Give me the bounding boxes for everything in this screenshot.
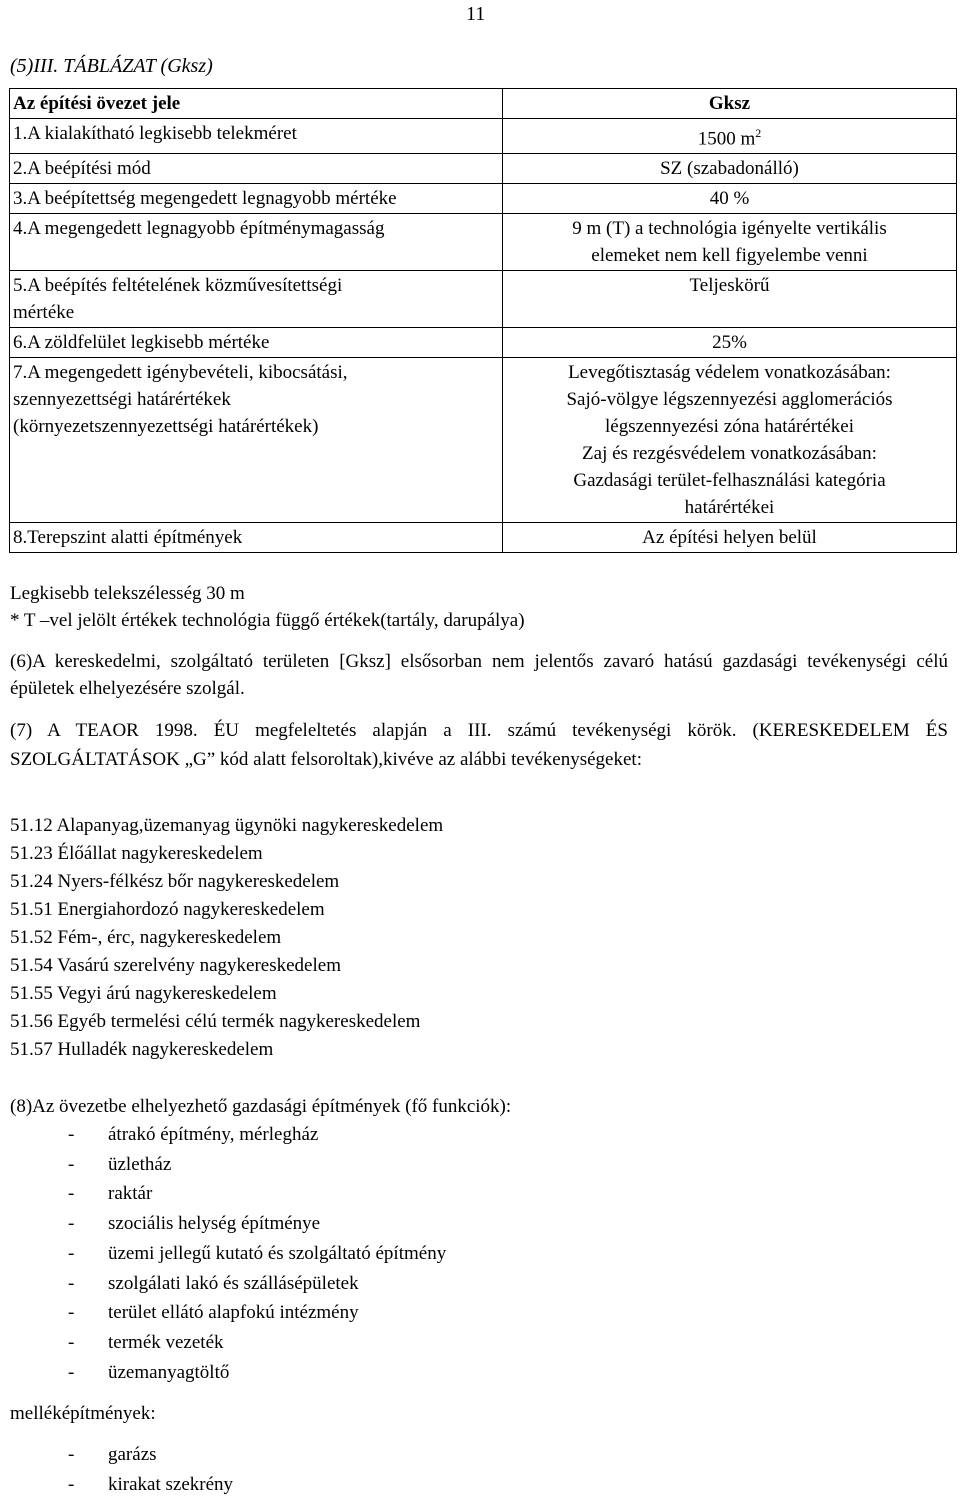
label-line: 5.A beépítés feltételének közművesítettségi [13,275,343,297]
list-item-text: terület ellátó alapfokú intézmény [108,1302,359,1324]
main-functions-list [68,1120,446,1387]
list-item [68,1209,446,1239]
table-row [10,184,957,214]
label-line: (környezetszennyezettségi határértékek) [13,416,319,438]
list-item-text: szolgálati lakó és szállásépületek [108,1272,359,1294]
table-row [10,358,957,523]
value-line: 9 m (T) a technológia igényelte vertikális [572,218,887,240]
list-item [68,1179,446,1209]
dash: - [68,1153,75,1175]
list-item: 51.51 Energiahordozó nagykereskedelem [10,899,325,920]
ancillary-title: melléképítmények: [10,1403,156,1424]
value-line: légszennyezési zóna határértékei [605,416,854,438]
row-label: 3.A beépítettség megengedett legnagyobb mértéke [10,184,503,214]
paragraph-6: (6)A kereskedelmi, szolgáltató területen [Gksz] elsősorban nem jelentős zavaró hatású gazdasági tevékenységi célú épületek elhelyezésére szolgál. [10,651,948,699]
label-line: mértéke [13,302,75,324]
list-item-text: garázs [108,1444,157,1465]
row-value: 25% [503,328,957,358]
list-item [68,1328,446,1358]
header-label: Az építési övezet jele [10,89,503,119]
list-item: 51.55 Vegyi árú nagykereskedelem [10,983,277,1004]
row-label: 2.A beépítési mód [10,154,503,184]
list-item [68,1120,446,1150]
row-value: 40 % [503,184,957,214]
page-number: 11 [466,3,486,25]
table-row [10,154,957,184]
table-row [10,271,957,328]
row-label: 1.A kialakítható legkisebb telekméret [10,119,503,154]
dash: - [68,1331,75,1353]
header-value: Gksz [503,89,957,119]
row-label [10,358,503,523]
list-item-text: termék vezeték [108,1331,224,1353]
list-item: 51.56 Egyéb termelési célú termék nagykereskedelem [10,1011,421,1032]
list-item: 51.54 Vasárú szerelvény nagykereskedelem [10,955,341,976]
list-item [68,1150,446,1180]
list-item [68,1239,446,1269]
zoning-table [9,88,957,553]
list-item [68,1470,233,1500]
table-row [10,523,957,553]
note-technology: * T –vel jelölt értékek technológia függő értékek(tartály, darupálya) [10,610,525,631]
value-line: Levegőtisztaság védelem vonatkozásában: [568,362,891,384]
value-text: 1500 m [697,128,756,150]
row-value [503,214,957,271]
row-value: Teljeskörű [503,271,957,328]
value-line: Gazdasági terület-felhasználási kategória [573,470,886,492]
table-row [10,214,957,271]
row-value: SZ (szabadonálló) [503,154,957,184]
ancillary-list [68,1440,233,1499]
excluded-activities-list [10,812,443,1064]
dash: - [68,1213,75,1235]
table-header-row [10,89,957,119]
list-item [68,1358,446,1388]
label-line: 7.A megengedett igénybevételi, kibocsátási, [13,362,348,384]
list-item-text: üzemanyagtöltő [108,1361,230,1383]
row-label: 8.Terepszint alatti építmények [10,523,503,553]
paragraph-8: (8)Az övezetbe elhelyezhető gazdasági építmények (fő funkciók): [10,1096,512,1117]
label-line: szennyezettségi határértékek [13,389,231,411]
list-item [68,1269,446,1299]
superscript: 2 [755,126,762,140]
row-value [503,358,957,523]
value-line: Sajó-völgye légszennyezési agglomerációs [566,389,893,411]
row-value [503,119,957,154]
value-line: határértékei [684,497,775,519]
value-line: Zaj és rezgésvédelem vonatkozásában: [582,443,877,465]
dash: - [68,1361,75,1383]
list-item-text: szociális helység építménye [108,1213,321,1235]
row-label: 4.A megengedett legnagyobb építménymagasság [10,214,503,271]
dash: - [68,1444,75,1465]
list-item-text: raktár [108,1183,153,1205]
table-row [10,119,957,154]
list-item [68,1440,233,1470]
row-label: 6.A zöldfelület legkisebb mértéke [10,328,503,358]
row-value: Az építési helyen belül [503,523,957,553]
row-label [10,271,503,328]
list-item: 51.12 Alapanyag,üzemanyag ügynöki nagykereskedelem [10,815,444,836]
dash: - [68,1272,75,1294]
list-item-text: kirakat szekrény [108,1473,234,1495]
value-line: elemeket nem kell figyelembe venni [591,245,868,267]
list-item-text: üzletház [108,1153,172,1175]
list-item: 51.52 Fém-, érc, nagykereskedelem [10,927,282,948]
dash: - [68,1302,75,1324]
dash: - [68,1124,75,1145]
dash: - [68,1183,75,1205]
dash: - [68,1242,75,1264]
table-row [10,328,957,358]
paragraph-7: (7) A TEAOR 1998. ÉU megfeleltetés alapján a III. számú tevékenységi körök. (KERESKEDELEM ÉS SZOLGÁLTATÁSOK „G” kód alatt felsoroltak),kivéve az alábbi tevékenységeket: [10,720,948,770]
dash: - [68,1473,75,1495]
list-item [68,1298,446,1328]
list-item: 51.23 Élőállat nagykereskedelem [10,843,263,864]
list-item-text: átrakó építmény, mérlegház [108,1124,319,1145]
list-item-text: üzemi jellegű kutató és szolgáltató építmény [108,1242,447,1264]
note-min-width: Legkisebb telekszélesség 30 m [10,583,245,604]
section-title: (5)III. TÁBLÁZAT (Gksz) [10,55,213,77]
list-item: 51.57 Hulladék nagykereskedelem [10,1039,274,1060]
list-item: 51.24 Nyers-félkész bőr nagykereskedelem [10,871,340,892]
